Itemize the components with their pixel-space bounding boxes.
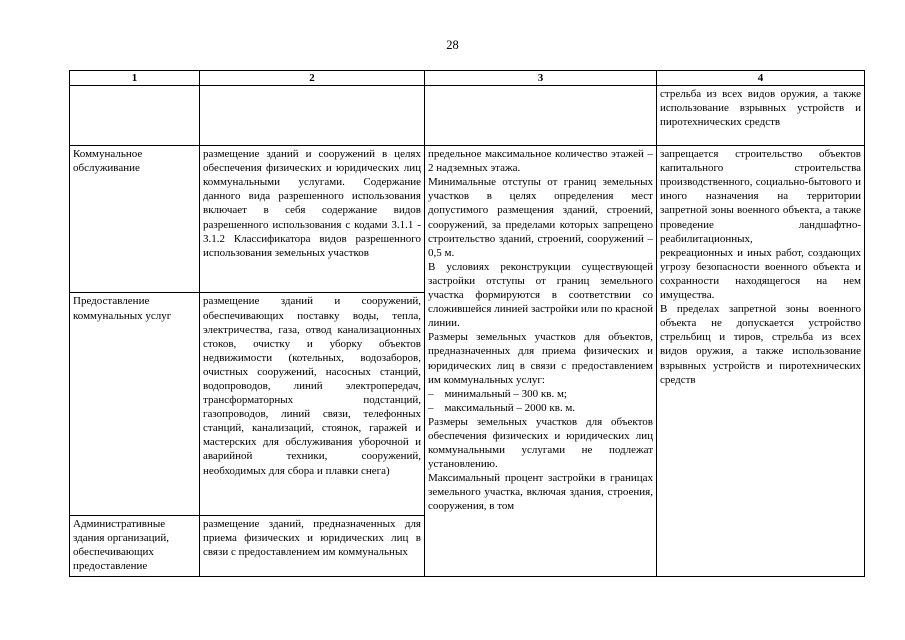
parameter-paragraph: В условиях реконструкции существующей застройки отступы от границ земельного участка формируются в соответствии со сложившейся линией застройки или по красной линии. (428, 260, 653, 330)
header-cell-1: 1 (70, 71, 200, 86)
land-use-name (70, 515, 200, 577)
parameter-paragraph: Минимальные отступы от границ земельных участков в целях определения мест допустимого размещения зданий, строений, сооружений, за пределами которых запрещено строительство зданий, строений, сооружений – 0,5 м. (428, 176, 653, 259)
restriction-paragraph: рекреационных и иных работ, создающих угрозу безопасности военного объекта и сохранности находящегося на нем имущества. (660, 246, 861, 302)
empty-cell (200, 86, 425, 146)
table-row (70, 86, 865, 146)
land-use-name: Предоставление коммунальных услуг (70, 293, 200, 515)
zoning-table (69, 70, 865, 577)
page-number: 28 (446, 38, 459, 52)
restriction-paragraph: запрещается строительство объектов капитального строительства производственного, социально-бытового и иного назначения на территории запретной зоны военного объекта, а также проведение ландшафтно-реабилитационных, (660, 148, 861, 245)
parameter-paragraph: Размеры земельных участков для объектов, предназначенных для приема физических и юридических лиц в связи с предоставлением им коммунальных услуг: (428, 331, 653, 386)
parameter-paragraph: Максимальный процент застройки в границах земельного участка, включая здания, строения, сооружения, в том (428, 472, 653, 513)
land-use-name: Коммунальное обслуживание (70, 146, 200, 293)
land-use-name-text: Административные здания организаций, обеспечивающих предоставление (73, 517, 170, 572)
table-row (70, 146, 865, 293)
parameter-paragraph: Размеры земельных участков для объектов обеспечения физических и юридических лиц коммунальными услугами не подлежат установлению. (428, 415, 653, 471)
empty-cell (70, 86, 200, 146)
header-cell-4: 4 (657, 71, 865, 86)
land-use-description: размещение зданий и сооружений, обеспечивающих поставку воды, тепла, электричества, газа, отвод канализационных стоков, очистку и уборку объектов недвижимости (котельных, водозаборов, очистных сооружений, насосных станций, водопроводов, линий электропередач, трансформаторных подстанций, газопроводов, линий связи, телефонных станций, канализаций, стоянок, гаражей и мастерских для обслуживания уборочной и аварийной техники, сооружений, необходимых для сбора и плавки снега) (200, 293, 425, 515)
parameter-list-item: – максимальный – 2000 кв. м. (428, 401, 576, 414)
land-use-description-text: размещение зданий, предназначенных для приема физических и юридических лиц в связи с предоставлением им коммунальных (203, 517, 421, 558)
restriction-paragraph: В пределах запретной зоны военного объекта не допускается устройство стрельбищ и тиров, стрельба из всех видов оружия, а также использование взрывных устройств и пиротехнических средств (660, 303, 861, 386)
header-cell-2: 2 (200, 71, 425, 86)
parameters-cell (425, 146, 657, 577)
parameter-paragraph: предельное максимальное количество этажей – 2 надземных этажа. (428, 148, 653, 175)
parameter-list-item: – минимальный – 300 кв. м; (428, 387, 567, 400)
header-cell-3: 3 (425, 71, 657, 86)
restrictions-cell (657, 146, 865, 577)
land-use-description (200, 515, 425, 577)
empty-cell (425, 86, 657, 146)
land-use-description: размещение зданий и сооружений в целях обеспечения физических и юридических лиц коммунальными услугами. Содержание данного вида разрешенного использования включает в себя содержание видов разрешенного использования с кодами 3.1.1 - 3.1.2 Классификатора видов разрешенного использования земельных участков (200, 146, 425, 293)
restriction-continuation: стрельба из всех видов оружия, а также использование взрывных устройств и пиротехнических средств (657, 86, 865, 146)
table-header-row (70, 71, 865, 86)
